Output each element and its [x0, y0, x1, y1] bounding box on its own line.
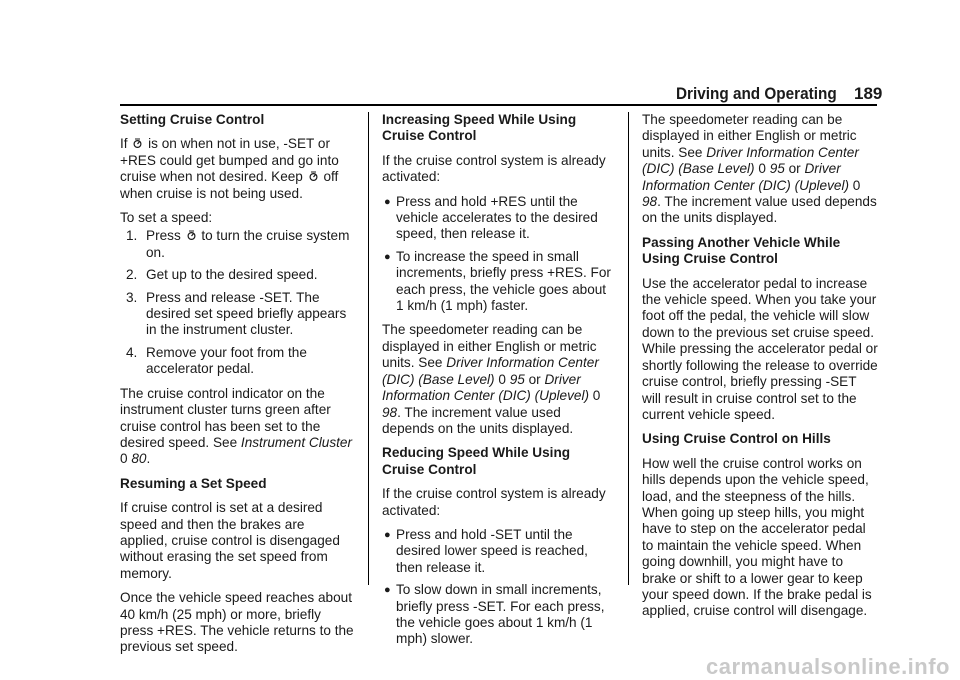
- text-fragment: . The increment value used depends on the units displayed.: [382, 404, 574, 436]
- paragraph-setting-intro: [120, 136, 354, 202]
- column-divider-left: [368, 112, 369, 585]
- bullet-text: To slow down in small increments, briefly press -SET. For each press, the vehicle goes about 1 km/h (1 mph) slower.: [396, 582, 605, 647]
- bullet-item: [382, 249, 614, 315]
- page-arrow-icon: 0: [758, 161, 766, 177]
- step-number: 1.: [126, 228, 138, 244]
- bullet-text: Press and hold -SET until the desired lower speed is reached, then release it.: [396, 526, 588, 575]
- heading-resuming: Resuming a Set Speed: [120, 475, 267, 491]
- cross-reference-page[interactable]: 98: [382, 404, 398, 420]
- set-speed-steps: [120, 228, 354, 377]
- heading-increasing: Increasing Speed While Using Cruise Control: [382, 112, 577, 144]
- text-fragment: Press: [146, 228, 181, 244]
- footer-bar: [0, 654, 960, 678]
- bullet-item: [382, 194, 614, 243]
- cruise-control-icon: [133, 138, 142, 149]
- cross-reference-page[interactable]: 95: [509, 371, 525, 387]
- cross-reference-link[interactable]: Driver Information Center (DIC) (Base Level): [382, 355, 599, 387]
- page-arrow-icon: 0: [852, 177, 861, 193]
- step-item: [120, 228, 354, 261]
- step-text: Press and release -SET. The desired set speed briefly appears in the instrument cluster.: [146, 289, 347, 338]
- cruise-control-icon: [187, 230, 196, 241]
- cross-reference-link[interactable]: Driver Information Center (DIC) (Uplevel): [382, 371, 589, 404]
- cross-reference-link[interactable]: Driver Information Center (DIC) (Uplevel): [642, 161, 849, 193]
- section-title: Driving and Operating: [676, 84, 837, 103]
- bullet-text: To increase the speed in small increments, briefly press +RES. For each press, the vehicle goes about 1 km/h (1 mph) faster.: [396, 248, 611, 314]
- text-fragment: The cruise control indicator on the instrument cluster turns green after cruise control has been set to the desired speed. See: [120, 385, 331, 450]
- text-fragment: or: [528, 371, 541, 387]
- text-fragment: is on when not in use, -SET or +RES could get bumped and go into cruise when not desired. Keep: [120, 136, 339, 185]
- right-column: [642, 112, 878, 628]
- page-arrow-icon: 0: [592, 388, 601, 404]
- paragraph-resuming-1: If cruise control is set at a desired speed and then the brakes are applied, cruise control is disengaged without erasing the set speed from memory.: [120, 500, 340, 581]
- watermark-text[interactable]: carmanualsonline.info: [706, 654, 950, 679]
- step-number: 2.: [126, 267, 138, 283]
- bullet-icon: ●: [384, 195, 391, 208]
- paragraph-resuming-2: Once the vehicle speed reaches about 40 km/h (25 mph) or more, briefly press +RES. The vehicle returns to the previous set speed.: [120, 590, 354, 655]
- text-fragment: The speedometer reading can be displayed in either English or metric units. See: [382, 322, 597, 371]
- column-divider-right: [628, 112, 629, 585]
- cross-reference-page[interactable]: 98: [642, 194, 658, 210]
- bullet-icon: ●: [384, 584, 391, 597]
- text-fragment: If: [120, 136, 128, 152]
- heading-hills: Using Cruise Control on Hills: [642, 431, 831, 447]
- paragraph-passing: Use the accelerator pedal to increase the vehicle speed. When you take your foot off the pedal, the vehicle will slow down to the previous set cruise speed. While pressing the accelerator pedal or shortly following the release to override cruise control, briefly pressing -SET will result in cruise control set to the current vehicle speed.: [642, 275, 878, 422]
- paragraph-speedometer: [382, 322, 614, 437]
- page-arrow-icon: 0: [498, 371, 506, 387]
- to-set-speed-label: To set a speed:: [120, 210, 213, 226]
- bullet-icon: ●: [384, 528, 391, 541]
- step-number: 3.: [126, 289, 138, 305]
- heading-passing: Passing Another Vehicle While Using Cruise Control: [642, 234, 841, 267]
- text-fragment: off when cruise is not being used.: [120, 169, 339, 201]
- step-item: [120, 290, 354, 339]
- text-fragment: The speedometer reading can be displayed in either English or metric units. See: [642, 112, 857, 160]
- bullet-text: Press and hold +RES until the vehicle accelerates to the desired speed, then release it.: [396, 193, 598, 242]
- bullet-icon: ●: [384, 250, 391, 263]
- text-fragment: to turn the cruise system on.: [146, 228, 350, 260]
- cruise-control-icon: [309, 171, 318, 182]
- cross-reference-page[interactable]: 80: [131, 451, 147, 467]
- page-arrow-icon: 0: [120, 451, 128, 467]
- text-fragment: . The increment value used depends on the units displayed.: [642, 194, 877, 226]
- page-number: 189: [854, 84, 883, 103]
- paragraph-speedometer-right: [642, 112, 878, 227]
- reducing-bullets: [382, 527, 614, 648]
- step-item: [120, 267, 354, 283]
- step-number: 4.: [126, 344, 138, 360]
- cross-reference-page[interactable]: 95: [769, 161, 785, 177]
- paragraph-indicator: The cruise control indicator on the instrument cluster turns green after cruise control has been set to the desired speed. See Instrument Cluster 0 80.: [120, 385, 352, 467]
- heading-reducing: Reducing Speed While Using Cruise Control: [382, 445, 571, 477]
- paragraph-increasing-intro: If the cruise control system is already activated:: [382, 152, 606, 185]
- heading-setting-cruise: Setting Cruise Control: [120, 112, 265, 127]
- cross-reference-link[interactable]: Driver Information Center (DIC) (Base Level): [642, 144, 859, 177]
- paragraph-hills: How well the cruise control works on hills depends upon the vehicle speed, load, and the steepness of the hills. When going up steep hills, you might have to step on the accelerator pedal to maintain the vehicle speed. When going downhill, you might have to brake or shift to a lower gear to keep your speed down. If the brake pedal is applied, cruise control will disengage.: [642, 455, 872, 619]
- text-fragment: or: [788, 161, 801, 177]
- step-text: Remove your foot from the accelerator pedal.: [146, 344, 307, 377]
- step-text: Get up to the desired speed.: [146, 267, 318, 283]
- left-column: [120, 112, 354, 664]
- increasing-bullets: [382, 194, 614, 315]
- header-rule: [120, 104, 877, 106]
- cross-reference-link[interactable]: Instrument Cluster: [240, 434, 352, 450]
- bullet-item: [382, 527, 614, 576]
- bullet-item: [382, 582, 614, 648]
- step-item: [120, 345, 354, 378]
- middle-column: [382, 112, 614, 656]
- paragraph-reducing-intro: If the cruise control system is already activated:: [382, 486, 606, 518]
